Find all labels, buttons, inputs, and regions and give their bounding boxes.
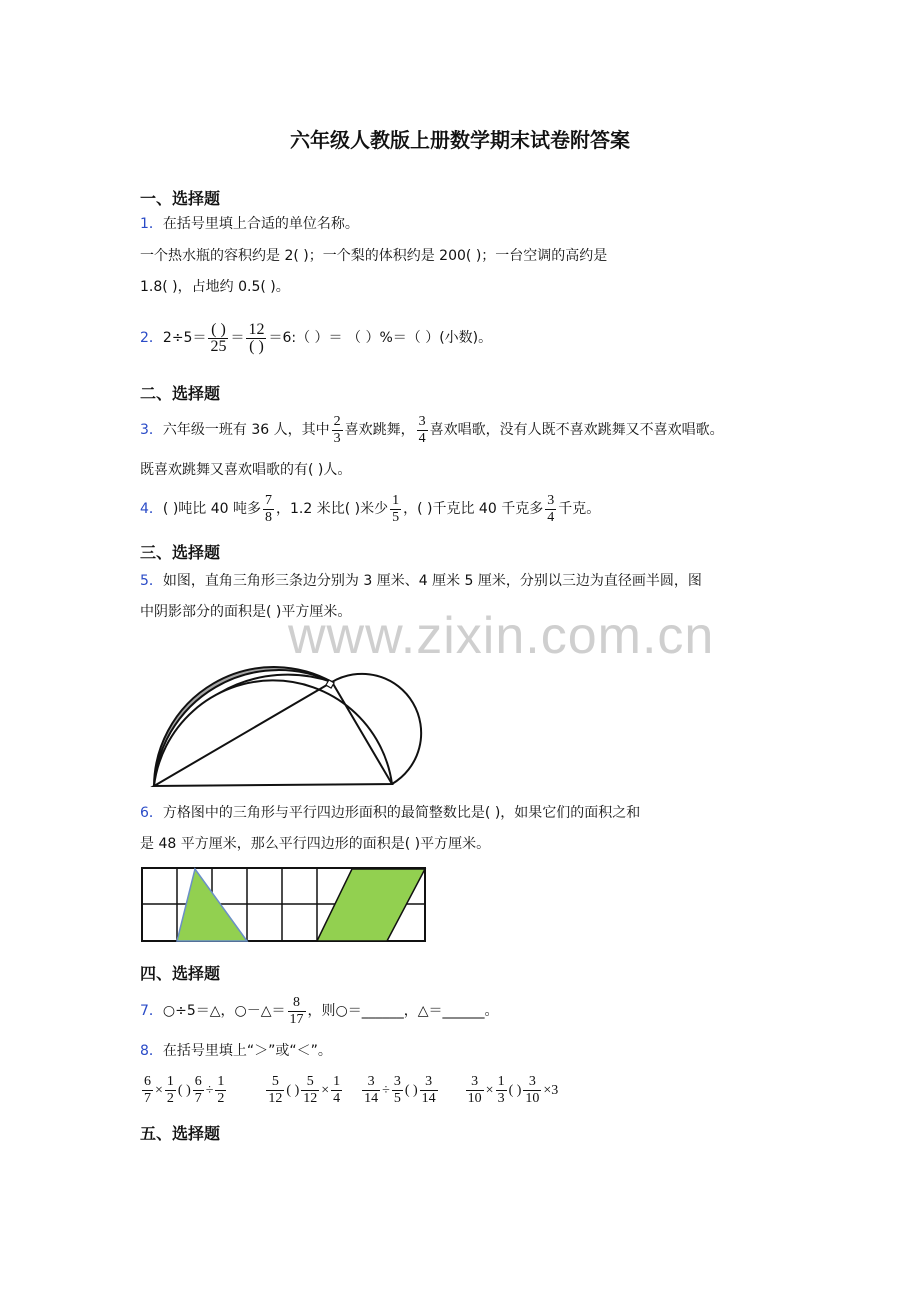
fraction bbox=[266, 1074, 284, 1107]
fraction-numerator: 6 bbox=[194, 1074, 202, 1090]
fraction-numerator: 1 bbox=[166, 1074, 174, 1090]
fraction bbox=[288, 995, 306, 1028]
comparison-item-3: $\frac{3}{14}$ ÷ $\frac{3}{5}$ ( ) $\frac{3}{14}$ bbox=[364, 1074, 436, 1107]
q4-text-a: ( )吨比 40 吨多 bbox=[162, 501, 262, 517]
q4-text-d: 千克。 bbox=[558, 501, 601, 517]
question-number: 4． bbox=[140, 501, 163, 517]
question-3-line-2: 既喜欢跳舞又喜欢唱歌的有( )人。 bbox=[140, 462, 352, 478]
question-3 bbox=[140, 410, 724, 450]
fraction bbox=[523, 1074, 541, 1107]
fraction-numerator: 3 bbox=[418, 413, 426, 429]
question-number: 5． bbox=[140, 573, 163, 589]
fraction bbox=[545, 493, 556, 526]
question-number: 1． bbox=[140, 216, 163, 232]
fraction-numerator: 3 bbox=[547, 492, 555, 508]
fraction-denominator: 4 bbox=[418, 430, 426, 446]
question-number: 6． bbox=[140, 805, 163, 821]
fraction-numerator: 3 bbox=[420, 1074, 438, 1091]
fraction-numerator: 3 bbox=[362, 1074, 380, 1091]
fraction-denominator: 3 bbox=[497, 1091, 505, 1107]
fraction-denominator: 4 bbox=[547, 509, 555, 525]
section-heading-3: 三、选择题 bbox=[140, 543, 221, 562]
question-7 bbox=[140, 990, 499, 1032]
question-8 bbox=[140, 1041, 332, 1061]
fraction-numerator: 8 bbox=[288, 995, 306, 1012]
section-heading-5: 五、选择题 bbox=[140, 1124, 221, 1143]
fraction-denominator: 17 bbox=[289, 1011, 304, 1027]
fraction-numerator: 5 bbox=[301, 1074, 319, 1091]
fraction-numerator: 1 bbox=[392, 492, 400, 508]
question-number: 2． bbox=[140, 330, 163, 346]
fraction-denominator: 2 bbox=[166, 1091, 174, 1107]
q5-line-1: 如图，直角三角形三条边分别为 3 厘米、4 厘米 5 厘米，分别以三边为直径画半圆，图 bbox=[162, 573, 702, 589]
fraction-denominator: ( ) bbox=[249, 337, 264, 355]
fraction bbox=[208, 322, 228, 355]
fraction-numerator: 5 bbox=[266, 1074, 284, 1091]
hypotenuse-semicircle bbox=[154, 680, 392, 786]
fraction-numerator: 3 bbox=[523, 1074, 541, 1091]
q6-line-1: 方格图中的三角形与平行四边形面积的最简整数比是( )，如果它们的面积之和 bbox=[162, 805, 641, 821]
fraction-denominator: 8 bbox=[265, 509, 273, 525]
fraction-denominator: 2 bbox=[217, 1091, 225, 1107]
fraction-numerator: 2 bbox=[333, 413, 341, 429]
question-4 bbox=[140, 488, 600, 530]
question-2 bbox=[140, 314, 492, 362]
q7-text-b: ，则○＝______，△＝______。 bbox=[307, 1003, 499, 1019]
question-stem: 在括号里填上“＞”或“＜”。 bbox=[162, 1043, 332, 1059]
question-number: 7． bbox=[140, 1003, 163, 1019]
fraction bbox=[246, 322, 266, 355]
fraction-denominator: 14 bbox=[364, 1091, 379, 1107]
fraction bbox=[417, 414, 428, 447]
fraction-denominator: 12 bbox=[303, 1091, 318, 1107]
section-heading-1: 一、选择题 bbox=[140, 189, 221, 208]
question-1-line-2: 一个热水瓶的容积约是 2( )；一个梨的体积约是 200( )；一台空调的高约是 bbox=[140, 248, 608, 264]
q4-text-b: ，1.2 米比( )米少 bbox=[276, 501, 389, 517]
comparison-item-4: $\frac{3}{10}$ × $\frac{1}{3}$ ( ) $\frac{3}{10}$ ×3 bbox=[467, 1074, 559, 1107]
section-heading-2: 二、选择题 bbox=[140, 384, 221, 403]
question-5-line-2: 中阴影部分的面积是( )平方厘米。 bbox=[140, 604, 352, 620]
watermark: www.zixin.com.cn bbox=[288, 607, 715, 665]
fraction-denominator: 10 bbox=[525, 1091, 540, 1107]
question-6-line-2: 是 48 平方厘米，那么平行四边形的面积是( )平方厘米。 bbox=[140, 836, 491, 852]
semicircle-figure bbox=[130, 630, 440, 800]
q7-text-a: ○÷5＝△，○－△＝ bbox=[162, 1003, 286, 1019]
fraction bbox=[331, 1074, 342, 1107]
question-number: 8． bbox=[140, 1043, 163, 1059]
fraction-denominator: 14 bbox=[421, 1091, 436, 1107]
fraction bbox=[193, 1074, 204, 1107]
fraction-numerator: 3 bbox=[393, 1074, 401, 1090]
fraction-numerator: 12 bbox=[248, 320, 265, 338]
fraction bbox=[215, 1074, 226, 1107]
fraction-denominator: 7 bbox=[144, 1091, 151, 1107]
question-stem: 在括号里填上合适的单位名称。 bbox=[162, 216, 359, 232]
section-heading-4: 四、选择题 bbox=[140, 964, 221, 983]
fraction-numerator: 7 bbox=[265, 492, 273, 508]
q2-eq: ＝ bbox=[230, 330, 245, 346]
fraction bbox=[496, 1074, 507, 1107]
fraction bbox=[390, 493, 401, 526]
q3-text-b: 喜欢跳舞， bbox=[344, 422, 415, 438]
q2-rest: ＝6:（ ）＝ （ ）%＝（ ）(小数)。 bbox=[268, 330, 493, 346]
fraction bbox=[165, 1074, 176, 1107]
fraction-denominator: 10 bbox=[467, 1091, 482, 1107]
question-6 bbox=[140, 803, 640, 823]
fraction bbox=[362, 1074, 380, 1107]
fraction-numerator: 1 bbox=[497, 1074, 505, 1090]
fraction-denominator: 3 bbox=[333, 430, 341, 446]
q3-text-a: 六年级一班有 36 人，其中 bbox=[162, 422, 330, 438]
question-5 bbox=[140, 571, 702, 591]
fraction-numerator: 1 bbox=[217, 1074, 225, 1090]
fraction-numerator: ( ) bbox=[208, 322, 228, 339]
fraction bbox=[466, 1074, 484, 1107]
fraction bbox=[301, 1074, 319, 1107]
fraction-denominator: 25 bbox=[210, 337, 227, 355]
fraction-denominator: 4 bbox=[333, 1091, 341, 1107]
q2-text-a: 2÷5＝ bbox=[162, 330, 207, 346]
fraction bbox=[392, 1074, 403, 1107]
comparison-item-1: $\frac{6}{7}$ × $\frac{1}{2}$ ( ) $\frac{6}{7}$ ÷ $\frac{1}{2}$ bbox=[144, 1074, 225, 1107]
question-1 bbox=[140, 214, 359, 234]
question-1-line-3: 1.8( )，占地约 0.5( )。 bbox=[140, 279, 290, 295]
q4-text-c: ，( )千克比 40 千克多 bbox=[403, 501, 544, 517]
green-parallelogram bbox=[317, 869, 425, 941]
fraction bbox=[332, 414, 343, 447]
page-title: 六年级人教版上册数学期末试卷附答案 bbox=[290, 128, 630, 152]
fraction-numerator: 3 bbox=[466, 1074, 484, 1091]
comparison-item-2: $\frac{5}{12}$ ( ) $\frac{5}{12}$ × $\frac{1}{4}$ bbox=[268, 1074, 341, 1107]
question-number: 3． bbox=[140, 422, 163, 438]
fraction bbox=[142, 1074, 153, 1107]
fraction-numerator: 6 bbox=[144, 1074, 151, 1090]
fraction-denominator: 5 bbox=[392, 509, 400, 525]
fraction-denominator: 7 bbox=[194, 1091, 202, 1107]
fraction-denominator: 12 bbox=[268, 1091, 283, 1107]
fraction-denominator: 5 bbox=[393, 1091, 401, 1107]
fraction bbox=[263, 493, 274, 526]
grid-figure bbox=[141, 867, 427, 943]
q3-text-c: 喜欢唱歌，没有人既不喜欢跳舞又不喜欢唱歌。 bbox=[429, 422, 724, 438]
q8-comparisons bbox=[140, 1070, 558, 1112]
fraction bbox=[420, 1074, 438, 1107]
fraction-numerator: 1 bbox=[333, 1074, 341, 1090]
